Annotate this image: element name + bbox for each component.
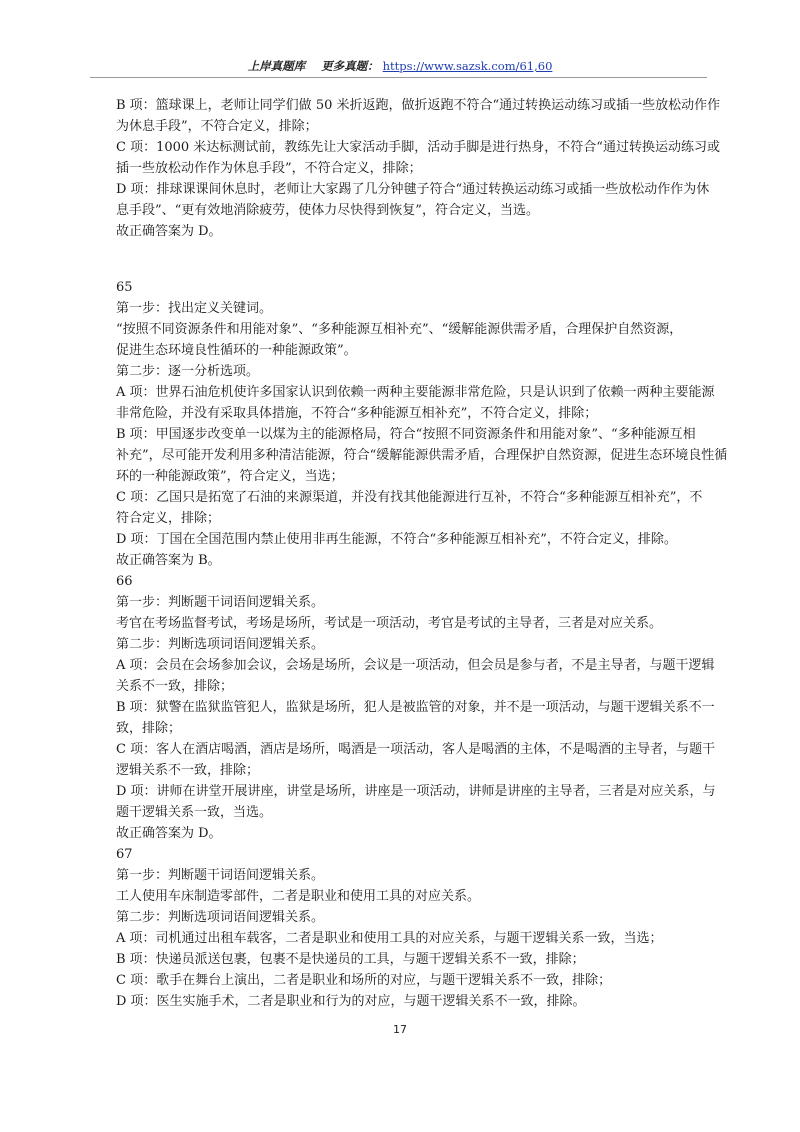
text-line: A 项：会员在会场参加会议，会场是场所，会议是一项活动，但会员是参与者，不是主导者，与题干逻辑	[116, 658, 715, 673]
text-line: 第二步：判断选项词语间逻辑关系。	[116, 910, 325, 925]
page-header	[0, 58, 800, 74]
text-line: 为休息手段”，不符合定义，排除；	[116, 119, 318, 134]
header-brand: 上岸真题库	[247, 59, 306, 73]
text-line: D 项：排球课课间休息时，老师让大家踢了几分钟毽子符合“通过转换运动练习或插一些放松动作作为休	[116, 182, 710, 197]
text-line: 故正确答案为 D。	[116, 826, 222, 841]
text-line: C 项：客人在酒店喝酒，酒店是场所，喝酒是一项活动，客人是喝酒的主体，不是喝酒的主导者，与题干	[116, 742, 716, 757]
text-line: 67	[116, 847, 133, 862]
page-number: 17	[393, 1023, 407, 1036]
paragraph-spacer	[90, 242, 744, 277]
text-line: 致，排除；	[116, 721, 182, 736]
header-url-link[interactable]: https://www.sazsk.com/61,60	[382, 59, 553, 73]
text-line: 息手段”、“更有效地消除疲劳，使体力尽快得到恢复”，符合定义，当选。	[116, 203, 539, 218]
text-line: 第一步：判断题干词语间逻辑关系。	[116, 595, 325, 610]
text-line: D 项：医生实施手术，二者是职业和行为的对应，与题干逻辑关系不一致，排除。	[116, 994, 586, 1009]
text-line: C 项：乙国只是拓宽了石油的来源渠道，并没有找其他能源进行互补，不符合“多种能源互相补充”，不	[116, 490, 703, 505]
text-line: B 项：甲国逐步改变单一以煤为主的能源格局，符合“按照不同资源条件和用能对象”、“多种能源互相	[116, 427, 696, 442]
text-line: D 项：丁国在全国范围内禁止使用非再生能源，不符合“多种能源互相补充”，不符合定义，排除。	[116, 532, 677, 547]
text-line: 工人使用车床制造零部件，二者是职业和使用工具的对应关系。	[116, 889, 481, 904]
text-line: 第二步：判断选项词语间逻辑关系。	[116, 637, 325, 652]
text-line: 故正确答案为 D。	[116, 224, 222, 239]
header-more-label: 更多真题：	[321, 59, 379, 73]
header-divider	[90, 77, 707, 78]
text-line: B 项：篮球课上，老师让同学们做 50 米折返跑，做折返跑不符合“通过转换运动练习或插一些放松动作作	[116, 98, 721, 113]
text-line: 促进生态环境良性循环的一种能源政策”。	[116, 343, 357, 358]
document-body	[90, 95, 744, 1012]
text-line: 第一步：判断题干词语间逻辑关系。	[116, 868, 325, 883]
text-line: 环的一种能源政策”，符合定义，当选；	[116, 469, 344, 484]
text-line: C 项：1000 米达标测试前，教练先让大家活动手脚，活动手脚是进行热身，不符合“通过转换运动练习或	[116, 140, 720, 155]
text-line: 考官在考场监督考试，考场是场所，考试是一项活动，考官是考试的主导者，三者是对应关系。	[116, 616, 663, 631]
text-line: A 项：司机通过出租车载客，二者是职业和使用工具的对应关系，与题干逻辑关系一致，当选；	[116, 931, 663, 946]
text-line: 插一些放松动作作为休息手段”，不符合定义，排除；	[116, 161, 422, 176]
text-line: 关系不一致，排除；	[116, 679, 234, 694]
text-line: 逻辑关系不一致，排除；	[116, 763, 260, 778]
text-line: A 项：世界石油危机使许多国家认识到依赖一两种主要能源非常危险，只是认识到了依赖一两种主要能源	[116, 385, 715, 400]
text-line: 非常危险，并没有采取具体措施，不符合“多种能源互相补充”，不符合定义，排除；	[116, 406, 598, 421]
text-line: B 项：快递员派送包裹，包裹不是快递员的工具，与题干逻辑关系不一致，排除；	[116, 952, 585, 967]
text-line: D 项：讲师在讲堂开展讲座，讲堂是场所，讲座是一项活动，讲师是讲座的主导者，三者是对应关系，与	[116, 784, 716, 799]
text-line: B 项：狱警在监狱监管犯人，监狱是场所，犯人是被监管的对象，并不是一项活动，与题干逻辑关系不一	[116, 700, 715, 715]
text-line: 故正确答案为 B。	[116, 553, 221, 568]
text-line: C 项：歌手在舞台上演出，二者是职业和场所的对应，与题干逻辑关系不一致，排除；	[116, 973, 612, 988]
text-line: 65	[116, 280, 133, 295]
text-line: 第二步：逐一分析选项。	[116, 364, 260, 379]
text-line: 第一步：找出定义关键词。	[116, 301, 273, 316]
text-line: 补充”，尽可能开发利用多种清洁能源，符合“缓解能源供需矛盾，合理保护自然资源，促进生态环境良性循	[116, 448, 728, 463]
text-line: 题干逻辑关系一致，当选。	[116, 805, 273, 820]
text-line: 66	[116, 574, 133, 589]
text-line: 符合定义，排除；	[116, 511, 221, 526]
text-line: “按照不同资源条件和用能对象”、“多种能源互相补充”、“缓解能源供需矛盾，合理保护自然资源，	[116, 322, 683, 337]
